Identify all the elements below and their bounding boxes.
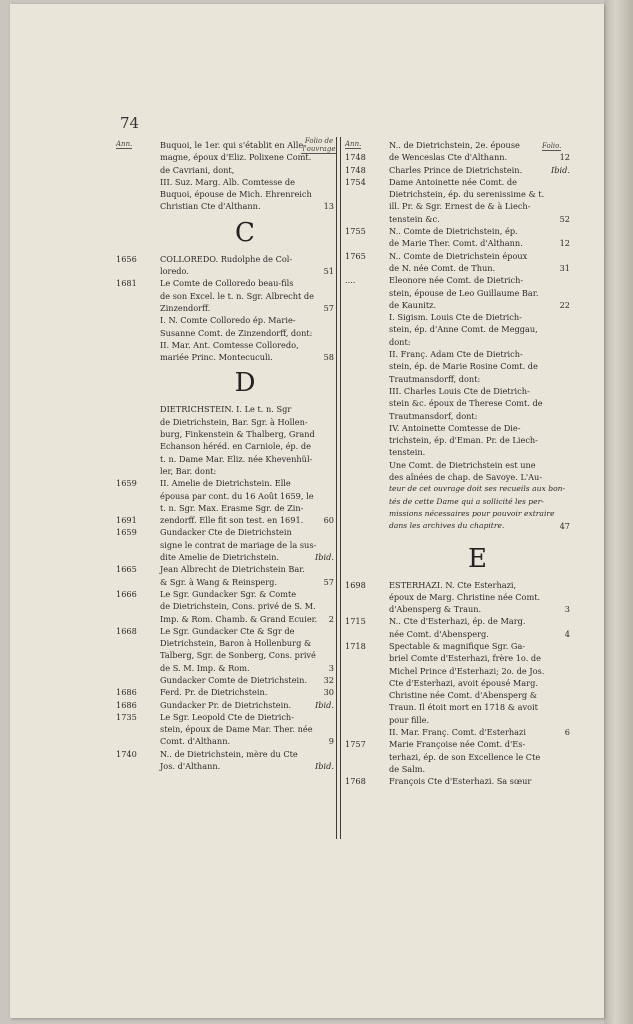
entry-text: Une Comt. de Dietrichstein est une (389, 459, 536, 470)
entry-text: teur de cet ouvrage doit ses recueils aux bon- (389, 484, 566, 494)
entry-folio: 57 (323, 302, 334, 313)
entry-text: Le Comte de Colloredo beau-fils (160, 278, 294, 289)
entry-line (345, 738, 570, 750)
entry-text: Christine née Comt. d'Abensperg & (389, 690, 538, 701)
entry-text: stein, ép. de Marie Rosine Comt. de (389, 361, 538, 372)
entry-line (116, 151, 334, 163)
entry-text: II. Mar. Ant. Comtesse Colloredo, (160, 339, 299, 350)
entry-text: née Comt. d'Abensperg. (389, 628, 489, 639)
entry-folio: 58 (323, 352, 334, 363)
entry-text: ill. Pr. & Sgr. Ernest de & à Liech- (389, 201, 531, 212)
entry-text: de Marie Ther. Comt. d'Althann. (389, 238, 523, 249)
entry-line (116, 748, 334, 760)
right-column (345, 139, 570, 788)
entry-line (345, 446, 570, 458)
entry-line (116, 265, 334, 277)
entry-folio: 4 (564, 628, 570, 639)
right-folio-header: Folio. (542, 142, 562, 150)
entry-line (116, 526, 334, 538)
entry-line (116, 416, 334, 428)
entry-text: Zinzendorff. (160, 302, 211, 313)
entry-line (345, 360, 570, 372)
entry-text: Le Sgr. Leopold Cte de Dietrich- (160, 711, 294, 722)
entry-text: Jos. d'Althann. (160, 761, 221, 772)
entry-line (116, 277, 334, 289)
entry-text: t. n. Sgr. Max. Erasme Sgr. de Zin- (160, 502, 304, 513)
entry-text: tenstein. (389, 447, 426, 458)
entry-text: tenstein &c. (389, 213, 440, 224)
entry-line (345, 385, 570, 397)
entry-line (345, 628, 570, 640)
entry-line (345, 323, 570, 335)
entry-text: burg, Finkenstein & Thalberg, Grand (160, 429, 315, 440)
entry-line (116, 188, 334, 200)
entry-year: 1757 (345, 739, 366, 750)
left-folio-header-line2: l'ouvrage (302, 145, 336, 153)
entry-line (116, 613, 334, 625)
entry-folio: 22 (559, 299, 570, 310)
entry-text: Christian Cte d'Althann. (160, 201, 261, 212)
entry-line (345, 287, 570, 299)
entry-text: Marie Françoise née Comt. d'Es- (389, 739, 526, 750)
entry-text: de Cavriani, dont, (160, 164, 235, 175)
entry-folio: 32 (323, 674, 334, 685)
entry-year: 1754 (345, 176, 366, 187)
entry-year: 1748 (345, 152, 366, 163)
entry-line (345, 422, 570, 434)
entry-line (116, 674, 334, 686)
entry-text: mariée Princ. Montecuculi. (160, 352, 273, 363)
entry-line (345, 176, 570, 188)
entry-line (345, 520, 570, 532)
entry-line (116, 490, 334, 502)
entry-year: 1768 (345, 776, 366, 787)
entry-text: de Wenceslas Cte d'Althann. (389, 152, 508, 163)
entry-text: III. Suz. Marg. Alb. Comtesse de (160, 176, 295, 187)
entry-text: I. Sigism. Louis Cte de Dietrich- (389, 312, 522, 323)
left-column (116, 139, 334, 772)
entry-line (345, 471, 570, 483)
entry-folio: 13 (323, 201, 334, 212)
entry-text: épousa par cont. du 16 Août 1659, le (160, 490, 314, 501)
entry-text: de Dietrichstein, Cons. privé de S. M. (160, 601, 316, 612)
entry-folio: 60 (323, 515, 334, 526)
page-number: 74 (120, 114, 140, 132)
entry-text: loredo. (160, 266, 189, 277)
entry-line (116, 662, 334, 674)
entry-year: 1686 (116, 687, 137, 698)
entry-text: terhazi, ép. de son Excellence le Cte (389, 751, 541, 762)
entry-year: 1691 (116, 515, 137, 526)
entry-text: ESTERHAZI. N. Cte Esterhazi, (389, 579, 517, 590)
entry-text: III. Charles Louis Cte de Dietrich- (389, 385, 530, 396)
entry-folio: 6 (564, 727, 570, 738)
entry-year: 1666 (116, 588, 137, 599)
entry-folio: Ibid. (315, 552, 334, 563)
entry-year: 1656 (116, 253, 137, 264)
entry-text: signe le contrat de mariage de la sus- (160, 539, 317, 550)
entry-text: II. Franç. Adam Cte de Dietrich- (389, 349, 523, 360)
entry-line (345, 188, 570, 200)
entry-text: t. n. Dame Mar. Eliz. née Khevenhül- (160, 453, 313, 464)
entry-line (345, 262, 570, 274)
entry-text: Imp. & Rom. Chamb. & Grand Ecuier. (160, 613, 318, 624)
entry-line (116, 139, 334, 151)
entry-text: Buquoi, épouse de Mich. Ehrenreich (160, 189, 312, 200)
entry-folio: Ibid. (551, 164, 570, 175)
entry-text: Trautmansdorf, dont: (389, 410, 478, 421)
entry-text: époux de Marg. Christine née Comt. (389, 591, 541, 602)
entry-line (116, 588, 334, 600)
entry-line (345, 311, 570, 323)
entry-line (116, 600, 334, 612)
entry-line (116, 428, 334, 440)
entry-line (345, 508, 570, 520)
entry-text: Gundacker Cte de Dietrichstein (160, 527, 292, 538)
entry-line (345, 237, 570, 249)
entry-text: stein &c. époux de Therese Comt. de (389, 398, 543, 409)
entry-line (345, 213, 570, 225)
entry-line (116, 502, 334, 514)
entry-line (116, 723, 334, 735)
entry-text: Dietrichstein, Baron à Hollenburg & (160, 638, 312, 649)
entry-year: 1659 (116, 527, 137, 538)
entry-text: N.. de Dietrichstein, mère du Cte (160, 748, 298, 759)
entry-text: Susanne Comt. de Zinzendorff, dont: (160, 327, 313, 338)
entry-line (345, 615, 570, 627)
entry-text: Le Sgr. Gundacker Cte & Sgr de (160, 625, 295, 636)
entry-text: N.. de Dietrichstein, 2e. épouse (389, 140, 520, 150)
entry-text: Ferd. Pr. de Dietrichstein. (160, 687, 268, 698)
entry-folio: 12 (559, 152, 570, 163)
entry-year: 1735 (116, 711, 137, 722)
entry-line (345, 701, 570, 713)
left-folio-header-line1: Folio de (304, 137, 334, 145)
entry-year: 1755 (345, 226, 366, 237)
entry-line (345, 483, 570, 495)
entry-line (116, 453, 334, 465)
entry-line (116, 711, 334, 723)
entry-folio: 47 (559, 521, 570, 532)
entry-line (116, 625, 334, 637)
entry-text: des aînées de chap. de Savoye. L'Au- (389, 472, 543, 483)
entry-text: tés de cette Dame qui a sollicité les per- (389, 496, 544, 506)
entry-folio: 51 (323, 266, 334, 277)
entry-year: 1698 (345, 579, 366, 590)
entry-text: Michel Prince d'Esterhazi; 2o. de Jos. (389, 665, 545, 676)
entry-line (345, 603, 570, 615)
entry-text: COLLOREDO. Rudolphe de Col- (160, 253, 293, 264)
entry-folio: 57 (323, 576, 334, 587)
right-ann-header: Ann. (345, 140, 362, 148)
entry-text: Comt. d'Althann. (160, 736, 231, 747)
entry-year: 1740 (116, 748, 137, 759)
entry-line (116, 477, 334, 489)
entry-line (116, 164, 334, 176)
entry-text: Eleonore née Comt. de Dietrich- (389, 275, 524, 286)
entry-text: Echanson héréd. en Carniole, ép. de (160, 441, 311, 452)
entry-text: IV. Antoinette Comtesse de Die- (389, 422, 521, 433)
entry-text: pour fille. (389, 714, 430, 725)
entry-text: Trautmansdorff, dont: (389, 373, 481, 384)
entry-folio: 2 (328, 613, 334, 624)
entry-line (345, 200, 570, 212)
entry-text: Buquoi, le 1er. qui s'établit en Alle- (160, 140, 306, 150)
entry-line (345, 410, 570, 422)
entry-line (116, 514, 334, 526)
entry-text: ler, Bar. dont: (160, 465, 217, 476)
entry-line (345, 250, 570, 262)
entry-line (345, 775, 570, 787)
entry-year: 1681 (116, 278, 137, 289)
entry-text: Traun. Il étoit mort en 1718 & avoit (389, 702, 538, 713)
entry-line (345, 751, 570, 763)
entry-text: de S. M. Imp. & Rom. (160, 662, 250, 673)
entry-text: d'Abensperg & Traun. (389, 604, 482, 615)
entry-text: de Kaunitz. (389, 299, 437, 310)
entry-line (345, 139, 570, 151)
column-divider-line (340, 137, 341, 839)
entry-year: 1659 (116, 478, 137, 489)
entry-line (116, 735, 334, 747)
entry-text: de son Excel. le t. n. Sgr. Albrecht de (160, 290, 315, 301)
entry-line (116, 551, 334, 563)
entry-text: François Cte d'Esterhazi. Sa sœur (389, 776, 532, 787)
column-divider-line (336, 137, 337, 839)
entry-line (345, 225, 570, 237)
entry-text: magne, époux d'Eliz. Polixene Comt. (160, 152, 312, 163)
entry-folio: 30 (323, 687, 334, 698)
entry-line (116, 465, 334, 477)
entry-line (345, 677, 570, 689)
entry-line (116, 176, 334, 188)
entry-text: Jean Albrecht de Dietrichstein Bar. (160, 564, 305, 575)
entry-text: briel Comte d'Esterhazi, frère 1o. de (389, 653, 541, 664)
entry-text: Talberg, Sgr. de Sonberg, Cons. privé (160, 650, 316, 661)
entry-year: 1748 (345, 164, 366, 175)
entry-line (116, 686, 334, 698)
entry-line (345, 714, 570, 726)
entry-line (116, 290, 334, 302)
entry-year: 1668 (116, 625, 137, 636)
entry-line (345, 299, 570, 311)
entry-line (116, 637, 334, 649)
entry-text: trichstein, ép. d'Eman. Pr. de Liech- (389, 435, 538, 446)
entry-line (345, 434, 570, 446)
entry-line (116, 649, 334, 661)
entry-text: N.. Comte de Dietrichstein, ép. (389, 226, 518, 237)
entry-text: dite Amelie de Dietrichstein. (160, 552, 280, 563)
entry-line (345, 274, 570, 286)
entry-folio: Ibid. (315, 699, 334, 710)
entry-line (345, 348, 570, 360)
entry-folio: 52 (559, 213, 570, 224)
entry-text: Cte d'Esterhazi, avoit épousé Marg. (389, 677, 538, 688)
entry-line (345, 164, 570, 176)
entry-year: 1715 (345, 616, 366, 627)
entry-line (116, 760, 334, 772)
left-ann-header: Ann. (116, 140, 133, 148)
entry-text: de Salm. (389, 763, 426, 774)
entry-line (345, 591, 570, 603)
entry-line (345, 652, 570, 664)
entry-year: 1765 (345, 250, 366, 261)
entry-line (345, 763, 570, 775)
entry-text: Gundacker Comte de Dietrichstein. (160, 674, 308, 685)
entry-line (345, 689, 570, 701)
entry-line (116, 253, 334, 265)
section-letter: E (468, 543, 487, 574)
entry-line (116, 314, 334, 326)
entry-text: Dame Antoinette née Comt. de (389, 176, 517, 187)
entry-text: Le Sgr. Gundacker Sgr. & Comte (160, 588, 297, 599)
entry-line (345, 726, 570, 738)
entry-text: Gundacker Pr. de Dietrichstein. (160, 699, 292, 710)
entry-year: .... (345, 275, 356, 286)
entry-year: 1686 (116, 699, 137, 710)
entry-text: missions nécessaires pour pouvoir extraire (389, 508, 555, 518)
entry-year: 1718 (345, 640, 366, 651)
entry-text: N.. Cte d'Esterhazi, ép. de Marg. (389, 616, 526, 627)
entry-year: 1665 (116, 564, 137, 575)
entry-line (345, 579, 570, 591)
entry-text: DIETRICHSTEIN. I. Le t. n. Sgr (160, 404, 292, 415)
entry-folio: 9 (328, 736, 334, 747)
entry-line (345, 397, 570, 409)
entry-line (345, 640, 570, 652)
entry-line (116, 563, 334, 575)
entry-text: I. N. Comte Colloredo ép. Marie- (160, 315, 296, 326)
section-letter: C (235, 217, 255, 248)
entry-line (345, 336, 570, 348)
entry-text: zendorff. Elle fit son test. en 1691. (160, 515, 304, 526)
entry-line (116, 699, 334, 711)
entry-line (116, 302, 334, 314)
entry-line (116, 351, 334, 363)
entry-line (345, 496, 570, 508)
section-letter: D (234, 368, 256, 399)
entry-text: dans les archives du chapitre. (389, 521, 505, 531)
entry-line (345, 373, 570, 385)
entry-text: II. Mar. Franç. Comt. d'Esterhazi (389, 727, 526, 738)
entry-line (116, 327, 334, 339)
entry-text: N.. Comte de Dietrichstein époux (389, 250, 528, 261)
entry-folio: 3 (564, 604, 570, 615)
entry-line (116, 403, 334, 415)
entry-line (116, 200, 334, 212)
entry-folio: 12 (559, 238, 570, 249)
entry-folio: 3 (328, 662, 334, 673)
entry-text: II. Amelie de Dietrichstein. Elle (160, 478, 291, 489)
entry-line (345, 151, 570, 163)
entry-folio: Ibid. (315, 761, 334, 772)
book-spine (604, 0, 633, 1024)
entry-text: dont: (389, 336, 411, 347)
entry-line (116, 339, 334, 351)
entry-text: & Sgr. à Wang & Reinsperg. (160, 576, 277, 587)
entry-line (116, 539, 334, 551)
entry-text: Spectable & magnifique Sgr. Ga- (389, 640, 526, 651)
entry-text: Dietrichstein, ép. du serenissime & t. (389, 189, 545, 200)
entry-line (116, 576, 334, 588)
entry-text: stein, ép. d'Anne Comt. de Meggau, (389, 324, 538, 335)
entry-line (116, 440, 334, 452)
entry-text: stein, époux de Dame Mar. Ther. née (160, 724, 313, 735)
entry-line (345, 665, 570, 677)
entry-text: de N. née Comt. de Thun. (389, 262, 496, 273)
entry-folio: 31 (559, 262, 570, 273)
entry-text: stein, épouse de Leo Guillaume Bar. (389, 287, 539, 298)
entry-text: Charles Prince de Dietrichstein. (389, 164, 523, 175)
entry-line (345, 459, 570, 471)
entry-text: de Dietrichstein, Bar. Sgr. à Hollen- (160, 416, 308, 427)
